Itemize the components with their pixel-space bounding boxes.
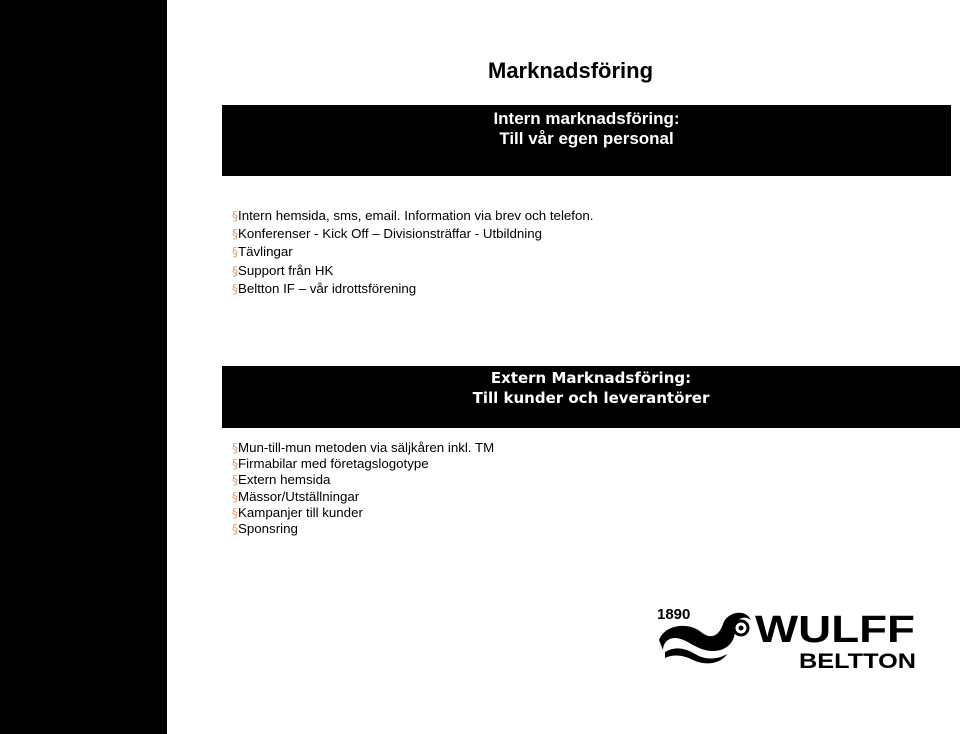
- list-item: [232, 243, 593, 261]
- list-item-text: Beltton IF – vår idrottsförening: [238, 280, 417, 296]
- intern-heading-line1: Intern marknadsföring:: [493, 109, 680, 128]
- bullet-icon: §: [232, 522, 238, 537]
- list-item: [232, 280, 593, 298]
- list-item-text: Tävlingar: [238, 244, 293, 260]
- bullet-icon: §: [232, 263, 238, 278]
- list-item: [232, 440, 494, 456]
- list-item: [232, 521, 494, 537]
- list-item-text: Kampanjer till kunder: [238, 504, 363, 520]
- bullet-icon: §: [232, 441, 238, 455]
- wulff-beltton-logo: [655, 602, 920, 674]
- list-item-text: Sponsring: [238, 521, 298, 537]
- list-item-text: Extern hemsida: [238, 472, 331, 488]
- bullet-icon: §: [232, 473, 238, 488]
- logo-year: 1890: [657, 606, 691, 623]
- list-item-text: Mässor/Utställningar: [238, 488, 360, 504]
- list-item: [232, 456, 494, 472]
- list-item-text: Support från HK: [238, 262, 334, 278]
- list-item: [232, 489, 494, 505]
- intern-heading-band: [222, 105, 951, 176]
- list-item: [232, 207, 593, 225]
- bullet-icon: §: [232, 457, 238, 472]
- list-item-text: Mun-till-mun metoden via säljkåren inkl. TM: [238, 440, 495, 455]
- logo-sub: BELTTON: [799, 650, 916, 673]
- extern-heading-band: [222, 366, 960, 428]
- extern-list: [232, 440, 494, 537]
- list-item: [232, 262, 593, 280]
- logo-brand: WULFF: [755, 609, 915, 651]
- list-item: [232, 472, 494, 488]
- intern-heading-line2: Till vår egen personal: [499, 129, 674, 148]
- left-black-sidebar: [0, 0, 167, 734]
- extern-heading-line2: Till kunder och leverantörer: [472, 389, 710, 407]
- bullet-icon: §: [232, 227, 238, 242]
- bullet-icon: §: [232, 209, 238, 223]
- list-item-text: Intern hemsida, sms, email. Information via brev och telefon.: [238, 208, 594, 223]
- list-item-text: Konferenser - Kick Off – Divisionsträffar - Utbildning: [238, 226, 542, 242]
- bullet-icon: §: [232, 489, 238, 504]
- extern-heading-line1: Extern Marknadsföring:: [490, 369, 692, 387]
- bullet-icon: §: [232, 245, 238, 260]
- bullet-icon: §: [232, 281, 238, 296]
- page-title: Marknadsföring: [488, 58, 654, 83]
- list-item-text: Firmabilar med företagslogotype: [238, 456, 429, 472]
- list-item: [232, 505, 494, 521]
- intern-list: [232, 207, 593, 298]
- bullet-icon: §: [232, 505, 238, 520]
- list-item: [232, 225, 593, 243]
